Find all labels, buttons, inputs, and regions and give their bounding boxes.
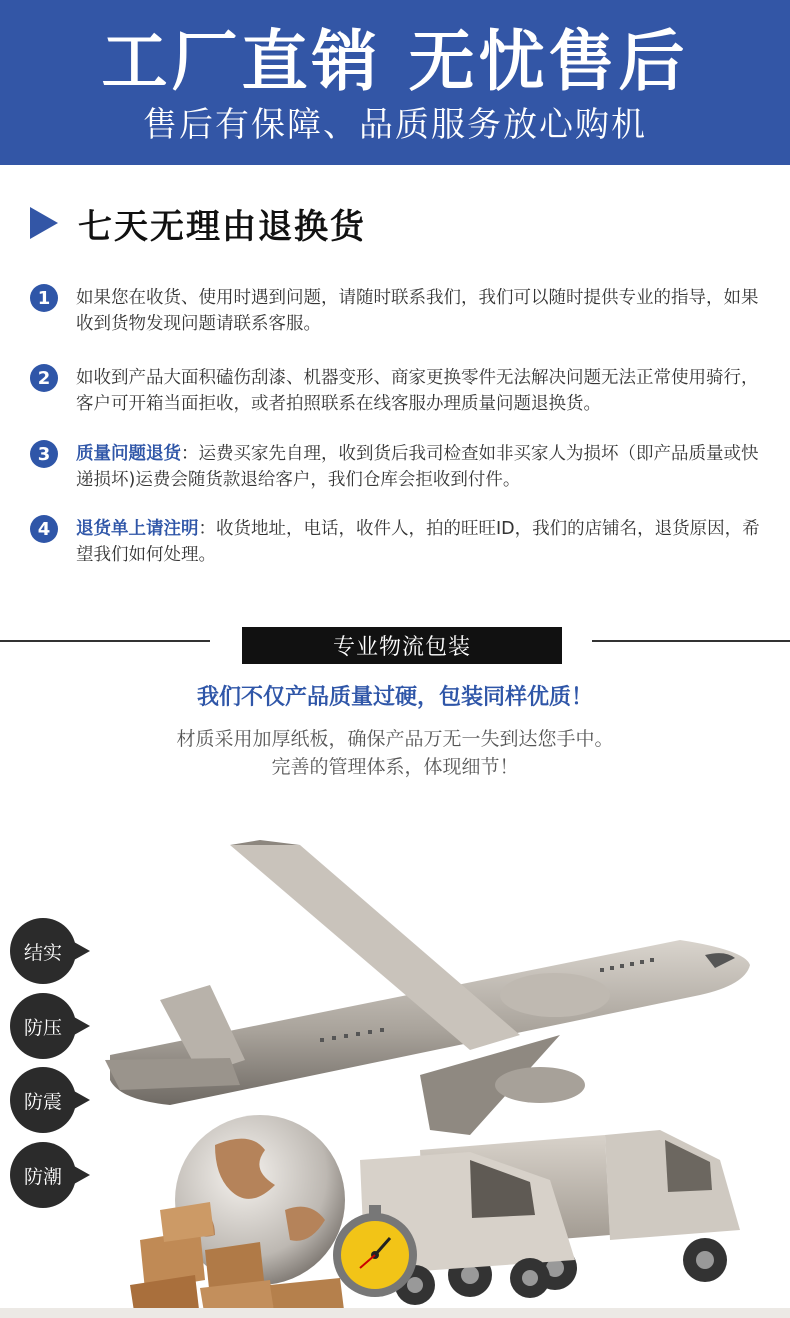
policy-body: 如果您在收货、使用时遇到问题，请随时联系我们，我们可以随时提供专业的指导，如果收到货物发现问题请联系客服。 (76, 288, 759, 334)
badge-moisture-proof: 防潮 (10, 1142, 76, 1208)
header-banner (0, 0, 790, 165)
policy-lead: 质量问题退货 (76, 444, 181, 464)
header-title: 工厂直销 无忧售后 (101, 23, 689, 100)
policy-body: 如收到产品大面积磕伤刮漆、机器变形、商家更换零件无法解决问题无法正常使用骑行，客户可开箱当面拒收，或者拍照联系在线客服办理质量问题退换货。 (76, 368, 759, 414)
logistics-headline: 我们不仅产品质量过硬，包装同样优质！ (196, 685, 593, 710)
logistics-line-2: 完善的管理体系，体现细节！ (271, 756, 519, 778)
triangle-bullet-icon (30, 207, 58, 239)
number-badge: 2 (30, 364, 58, 392)
policy-body: ：运费买家先自理，收到货后我司检查如非买家人为损坏（即产品质量或快递损坏)运费会随货款退给客户，我们仓库会拒收到付件。 (76, 444, 759, 490)
policy-item-1 (30, 285, 770, 337)
policy-text (76, 285, 770, 337)
divider-right (592, 640, 790, 642)
badge-pressure-proof: 防压 (10, 993, 76, 1059)
policy-item-4 (30, 516, 770, 568)
number-badge: 3 (30, 440, 58, 468)
section-heading (30, 200, 366, 246)
number-badge: 4 (30, 515, 58, 543)
badge-sturdy: 结实 (10, 918, 76, 984)
header-subtitle: 售后有保障、品质服务放心购机 (143, 105, 647, 145)
number-badge: 1 (30, 284, 58, 312)
section-title: 七天无理由退换货 (78, 206, 366, 247)
policy-text (76, 441, 770, 493)
logistics-banner: 专业物流包装 (242, 627, 562, 664)
logistics-illustration (0, 790, 790, 1318)
airplane-icon (105, 840, 750, 1135)
policy-text (76, 365, 770, 417)
policy-lead: 退货单上请注明 (76, 519, 199, 539)
logistics-line-1: 材质采用加厚纸板，确保产品万无一失到达您手中。 (176, 728, 614, 750)
divider-left (0, 640, 210, 642)
policy-body: ：收货地址，电话，收件人，拍的旺旺ID，我们的店铺名，退货原因，希望我们如何处理。 (76, 519, 760, 565)
badge-shockproof: 防震 (10, 1067, 76, 1133)
policy-item-2 (30, 365, 770, 417)
policy-item-3 (30, 441, 770, 493)
policy-text (76, 516, 770, 568)
